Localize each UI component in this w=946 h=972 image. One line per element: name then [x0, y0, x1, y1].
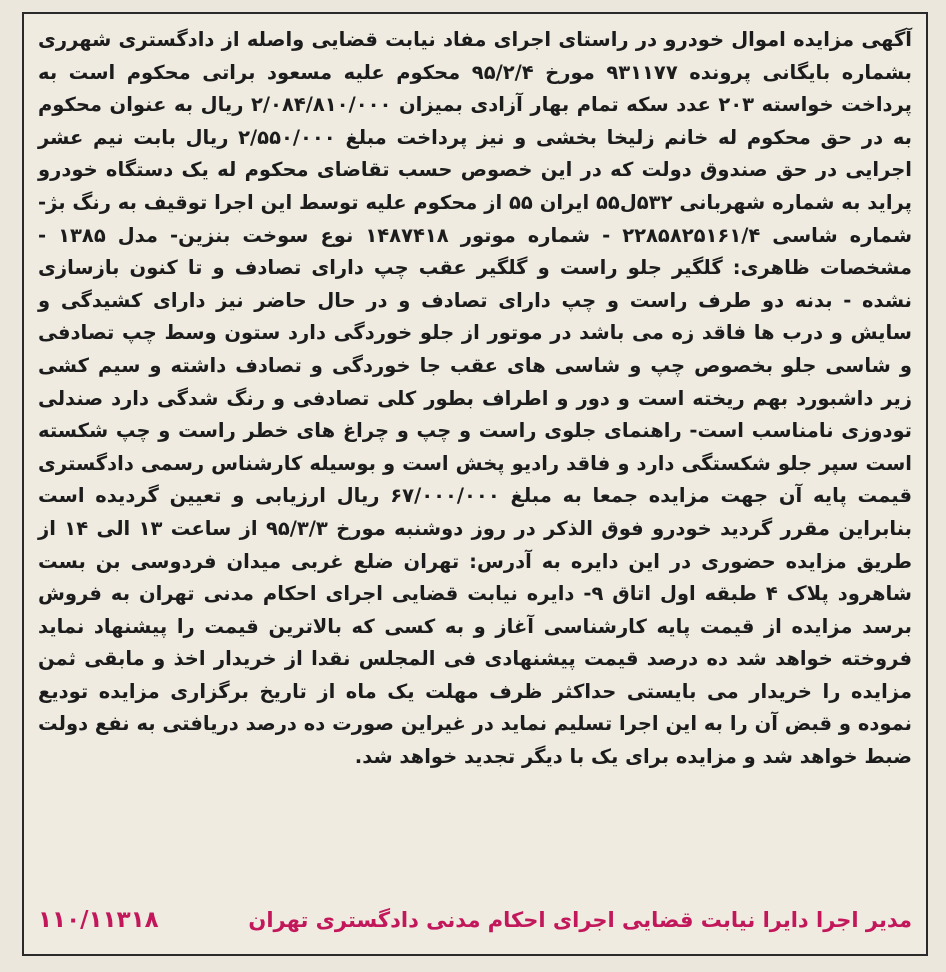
- notice-code: ۱۱۰/۱۱۳۱۸: [38, 907, 159, 933]
- notice-frame: [22, 12, 928, 956]
- notice-footer: [38, 900, 912, 940]
- notice-body: آگهی مزایده اموال خودرو در راستای اجرای مفاد نیابت قضایی واصله از دادگستری شهرری بشماره بایگانی پرونده ۹۳۱۱۷۷ مورخ ۹۵/۲/۴ محکوم علیه مسعود براتی محکوم است به پرداخت خواسته ۲۰۳ عدد سکه تمام بهار آزادی بمیزان ۲/۰۸۴/۸۱۰/۰۰۰ ریال به عنوان محکوم به در حق محکوم له خانم زلیخا بخشی و نیز پرداخت مبلغ ۲/۵۵۰/۰۰۰ ریال بابت نیم عشر اجرایی در حق صندوق دولت که در این خصوص حسب تقاضای محکوم له یک دستگاه خودرو پراید به شماره شهربانی ۵۳۲ل۵۵ ایران ۵۵ از محکوم علیه توسط این اجرا توقیف به رنگ بژ- شماره شاسی ۲۲۸۵۸۲۵۱۶۱/۴ - شماره موتور ۱۴۸۷۴۱۸ نوع سوخت بنزین- مدل ۱۳۸۵ - مشخصات ظاهری: گلگیر جلو راست و گلگیر عقب چپ دارای تصادف و تا کنون بازسازی نشده - بدنه دو طرف راست و چپ دارای تصادف و در حال حاضر نیز دارای کشیدگی و سایش و درب ها فاقد زه می باشد در موتور از جلو خوردگی دارد ستون وسط چپ تصادفی و شاسی جلو بخصوص چپ و شاسی های عقب جا خوردگی و تصادف داشته و سیم کشی زیر داشبورد بهم ریخته است و دور و اطراف بطور کلی تصادفی و رنگ شدگی دارد صندلی تودوزی نامناسب است- راهنمای جلوی راست و چپ و چراغ های خطر راست و چپ شکسته است سپر جلو شکستگی دارد و فاقد رادیو پخش است و بوسیله کارشناس رسمی دادگستری قیمت پایه آن جهت مزایده جمعا به مبلغ ۶۷/۰۰۰/۰۰۰ ریال ارزیابی و تعیین گردیده است بنابراین مقرر گردید خودرو فوق الذکر در روز دوشنبه مورخ ۹۵/۳/۳ از ساعت ۱۳ الی ۱۴ از طریق مزایده حضوری در این دایره به آدرس: تهران ضلع غربی میدان فردوسی بن بست شاهرود پلاک ۴ طبقه اول اتاق ۹- دایره نیابت قضایی اجرای احکام مدنی تهران به فروش برسد مزایده از قیمت پایه کارشناسی آغاز و به کسی که بالاترین قیمت را پیشنهاد نماید فروخته خواهد شد ده درصد قیمت پیشنهادی فی المجلس نقدا از خریدار اخذ و مابقی ثمن مزایده را خریدار می بایستی حداکثر ظرف مهلت یک ماه از تاریخ برگزاری مزایده تودیع نموده و قبض آن را به این اجرا تسلیم نماید در غیراین صورت ده درصد دریافتی به نفع دولت ضبط خواهد شد و مزایده برای یک با دیگر تجدید خواهد شد.: [38, 28, 913, 769]
- notice-signature: مدیر اجرا دایرا نیابت قضایی اجرای احکام مدنی دادگستری تهران: [248, 908, 912, 932]
